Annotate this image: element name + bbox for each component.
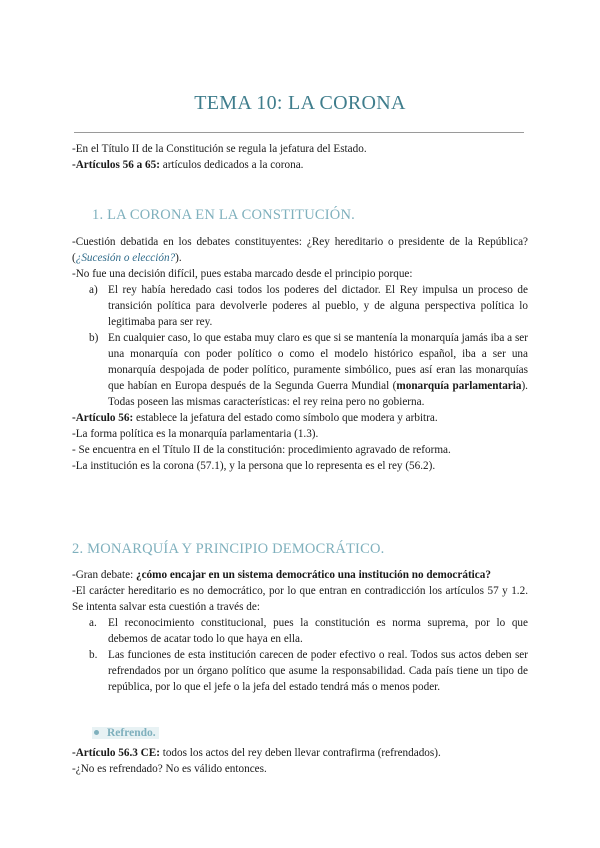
gran-debate-a: -Gran debate: xyxy=(72,569,136,581)
article-56-3-rest: todos los actos del rey deben llevar contrafirma (refrendados). xyxy=(159,747,441,759)
section-1-heading: 1. LA CORONA EN LA CONSTITUCIÓN. xyxy=(92,207,355,223)
item-marker: b) xyxy=(89,332,99,344)
gran-debate-line xyxy=(72,567,528,583)
bullet-icon xyxy=(94,730,99,735)
article-56-3-line xyxy=(72,745,528,761)
item-a-text: El rey había heredado casi todos los poderes del dictador. El Rey impulsa un proceso de transición política para devolverle poderes al pueblo, y de alguna perspectiva política lo legitimaba para ser rey. xyxy=(108,284,528,328)
debate-paragraph xyxy=(72,234,528,266)
list-item xyxy=(72,615,528,647)
item-marker: a. xyxy=(89,617,97,629)
debate-text-a: -Cuestión debatida en los debates constituyentes: ¿Rey hereditario o presidente de la República? ( xyxy=(72,236,528,264)
solution-b-text: Las funciones de esta institución carecen de poder efectivo o real. Todos sus actos deben ser refrendados por un órgano político que asume la responsabilidad. Cada país tiene un tipo de república, por lo que el jefe o la jefa del estado tendrá más o menos poder. xyxy=(108,649,528,693)
section-1-body xyxy=(72,234,528,474)
page-title: TEMA 10: LA CORONA xyxy=(194,92,406,114)
intro-line-2 xyxy=(72,157,528,173)
refrendo-subheading xyxy=(92,727,159,739)
institucion-line: -La institución es la corona (57.1), y la persona que lo representa es el rey (56.2). xyxy=(72,460,436,472)
solution-a-text: El reconocimiento constitucional, pues la constitución es norma suprema, por lo que debemos de acatar todo lo que haya en ella. xyxy=(108,617,528,645)
item-b-bold: monarquía parlamentaria xyxy=(396,380,522,392)
list-item xyxy=(72,282,528,330)
intro-line-1: -En el Título II de la Constitución se regula la jefatura del Estado. xyxy=(72,143,367,155)
article-56-3-bold: -Artículo 56.3 CE: xyxy=(72,747,160,759)
titulo-ii-line: - Se encuentra en el Título II de la constitución: procedimiento agravado de reforma. xyxy=(72,444,451,456)
hereditario-paragraph: -El carácter hereditario es no democrático, por lo que entran en contradicción los artículos 57 y 1.2. Se intenta salvar esta cuestión a través de: xyxy=(72,585,528,613)
gran-debate-bold: ¿cómo encajar en un sistema democrático una institución no democrática? xyxy=(135,569,491,581)
debate-italic: ¿Sucesión o elección? xyxy=(75,252,176,264)
forma-line: -La forma política es la monarquía parlamentaria (1.3). xyxy=(72,428,319,440)
list-item xyxy=(72,330,528,410)
refrendo-label: Refrendo. xyxy=(107,727,156,739)
no-refrendado-line: -¿No es refrendado? No es válido entonces. xyxy=(72,763,267,775)
intro-block xyxy=(72,141,528,173)
item-marker: b. xyxy=(89,649,98,661)
not-difficult-line: -No fue una decisión difícil, pues estaba marcado desde el principio porque: xyxy=(72,268,413,280)
reasons-list xyxy=(72,282,528,410)
article-56-line xyxy=(72,410,528,426)
intro-rest: artículos dedicados a la corona. xyxy=(159,159,304,171)
article-56-rest: establece la jefatura del estado como símbolo que modera y arbitra. xyxy=(133,412,438,424)
list-item xyxy=(72,647,528,695)
intro-bold: -Artículos 56 a 65: xyxy=(72,159,160,171)
section-2-body xyxy=(72,567,528,695)
item-marker: a) xyxy=(89,284,98,296)
article-56-bold: -Artículo 56: xyxy=(72,412,134,424)
item-b-text-1: En cualquier caso, lo que estaba muy claro es que si se mantenía la monarquía jamás iba a ser una monarquía con poder político o como el modelo histórico español, iba a ser una monarquía despojada de poder político, puramente simbólico, pues así eran las monarquías que habían en Europa después de la Segunda Guerra Mundial ( xyxy=(108,332,528,392)
title-divider xyxy=(74,132,524,133)
item-b-text-2: ). Todas poseen las mismas características: el rey reina pero no gobierna. xyxy=(108,380,528,408)
refrendo-body xyxy=(72,745,528,777)
solutions-list xyxy=(72,615,528,695)
section-2-heading: 2. MONARQUÍA Y PRINCIPIO DEMOCRÁTICO. xyxy=(72,541,385,557)
debate-text-b: ). xyxy=(175,252,182,264)
